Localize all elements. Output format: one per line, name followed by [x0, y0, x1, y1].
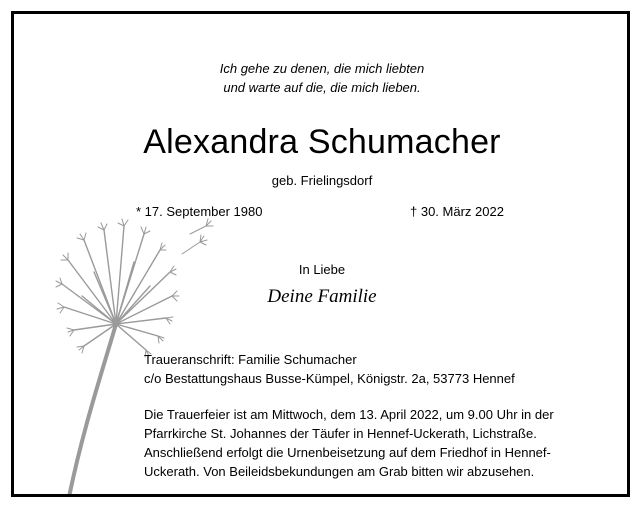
in-love-label: In Liebe [298, 262, 346, 277]
address-line-1: Traueranschrift: Familie Schumacher [144, 352, 357, 367]
maiden-name: geb. Frielingsdorf [271, 173, 373, 188]
ceremony-info [144, 405, 554, 481]
ceremony-line-4: Uckerath. Von Beileidsbekundungen am Grab bitten wir abzusehen. [144, 464, 535, 479]
deceased-name: Alexandra Schumacher [143, 123, 501, 161]
motto-line-1: Ich gehe zu denen, die mich liebten [219, 61, 425, 76]
ceremony-line-1: Die Trauerfeier ist am Mittwoch, dem 13. April 2022, um 9.00 Uhr in der [144, 407, 554, 422]
motto-line-2: und warte auf die, die mich lieben. [223, 80, 421, 95]
ceremony-line-2: Pfarrkirche St. Johannes der Täufer in Hennef-Uckerath, Lichstraße. [144, 426, 537, 441]
obituary-card [11, 11, 630, 497]
ceremony-line-3: Anschließend erfolgt die Urnenbeisetzung auf dem Friedhof in Hennef- [144, 445, 551, 460]
family-signature: Deine Familie [267, 286, 377, 307]
death-date: † 30. März 2022 [410, 204, 504, 219]
motto-verse [14, 59, 630, 97]
birth-date: * 17. September 1980 [136, 204, 263, 219]
address-line-2: c/o Bestattungshaus Busse-Kümpel, Königstr. 2a, 53773 Hennef [144, 371, 515, 386]
mourning-address [144, 350, 515, 388]
